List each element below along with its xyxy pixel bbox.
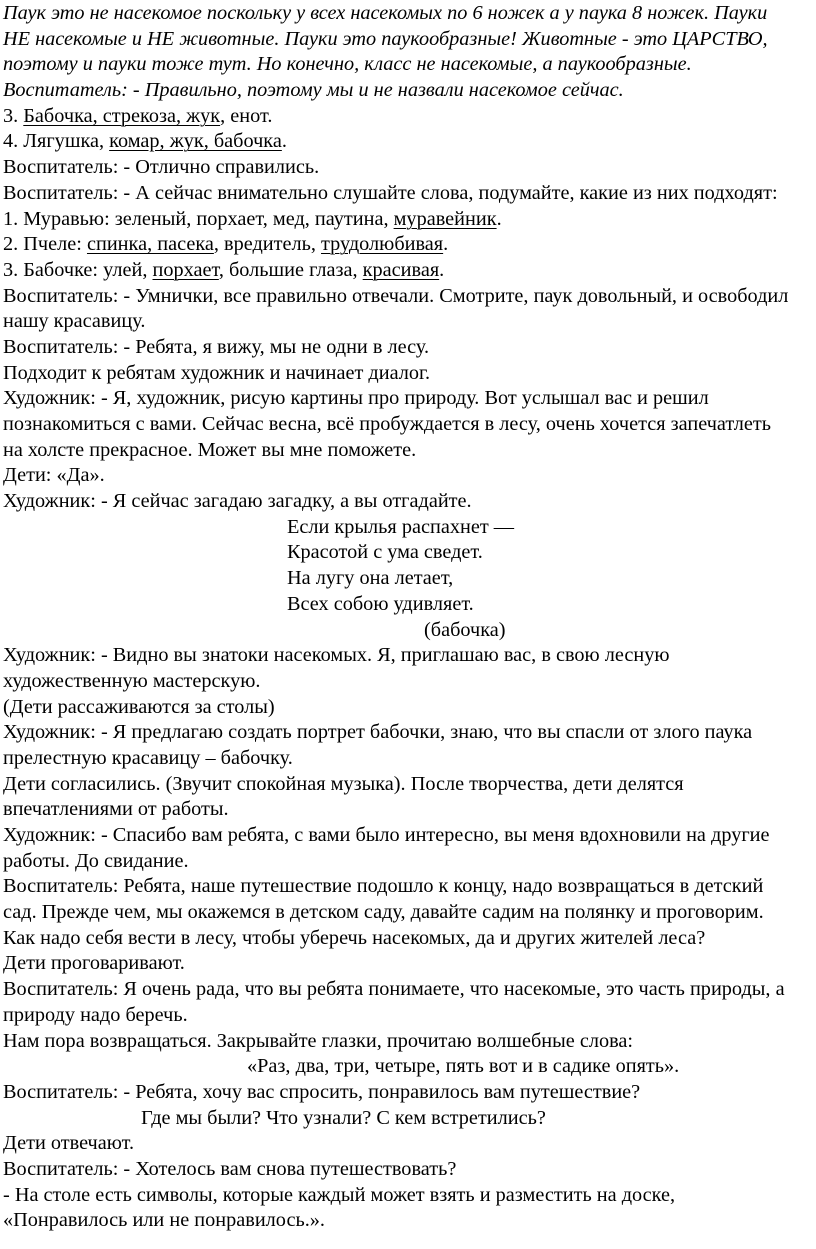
text-line: Художник: - Я, художник, рисую картины про природу. Вот услышал вас и решил	[3, 387, 709, 410]
underlined-answer: спинка, пасека	[86, 233, 214, 256]
poem-line: Если крылья распахнет —	[287, 515, 515, 538]
text-line: Художник: - Видно вы знатоки насекомых. Я, приглашаю вас, в свою лесную	[3, 644, 670, 667]
text-line: художественную мастерскую.	[3, 669, 261, 692]
text-line: Воспитатель: - Правильно, поэтому мы и не назвали насекомое сейчас.	[3, 79, 624, 102]
text-line: Воспитатель: - Ребята, хочу вас спросить, понравилось вам путешествие?	[3, 1080, 641, 1103]
list-item-3: 3. Бабочка, стрекоза, жук, енот.	[3, 104, 273, 127]
text-line: Воспитатель: - Ребята, я вижу, мы не одни в лесу.	[3, 335, 430, 358]
text-line: нашу красавицу.	[3, 310, 146, 333]
text-line: Паук это не насекомое поскольку у всех насекомых по 6 ножек а у паука 8 ножек. Пауки	[3, 2, 768, 24]
text-line: Воспитатель: - Умнички, все правильно отвечали. Смотрите, паук довольный, и освободил	[3, 284, 789, 307]
underlined-answer: муравейник	[393, 207, 497, 230]
text-line: познакомиться с вами. Сейчас весна, всё пробуждается в лесу, очень хочется запечатлеть	[3, 413, 771, 435]
text-line: Воспитатель: Ребята, наше путешествие подошло к концу, надо возвращаться в детский	[3, 875, 764, 898]
text-line: Воспитатель: - А сейчас внимательно слушайте слова, подумайте, какие из них подходят:	[3, 181, 778, 204]
questions-line: Где мы были? Что узнали? С кем встретились?	[141, 1106, 546, 1129]
dialogue-block-2	[3, 643, 815, 1054]
underlined-answer: красивая	[362, 258, 440, 281]
text-line: Дети проговаривают.	[3, 952, 185, 975]
text-line: поэтому и пауки тоже тут. Но конечно, класс не насекомые, а паукообразные.	[3, 53, 692, 76]
riddle-answer: (бабочка)	[424, 618, 506, 641]
text-line: Воспитатель: - Хотелось вам снова путешествовать?	[3, 1157, 457, 1180]
task-line-2: 2. Пчеле: спинка, пасека, вредитель, трудолюбивая.	[3, 233, 449, 256]
underlined-answer: порхает	[152, 258, 219, 281]
task-line-3: 3. Бабочке: улей, порхает, большие глаза, красивая.	[3, 258, 445, 281]
text-line: «Понравилось или не понравилось.».	[3, 1209, 325, 1232]
text-line: прелестную красавицу – бабочку.	[3, 746, 293, 769]
poem-line: Всех собою удивляет.	[287, 592, 474, 615]
underlined-answer: комар, жук, бабочка	[109, 130, 282, 153]
text-line: Как надо себя вести в лесу, чтобы уберечь насекомых, да и других жителей леса?	[3, 926, 706, 949]
text-line: Дети: «Да».	[3, 464, 105, 487]
text-line: - На столе есть символы, которые каждый может взять и разместить на доске,	[3, 1183, 676, 1206]
text-line: Дети согласились. (Звучит спокойная музыка). После творчества, дети делятся	[3, 772, 684, 795]
text-line: Дети отвечают.	[3, 1132, 135, 1155]
underlined-answer: Бабочка, стрекоза, жук	[23, 104, 221, 127]
text-line: Нам пора возвращаться. Закрывайте глазки, прочитаю волшебные слова:	[3, 1029, 634, 1052]
text-line: НЕ насекомые и НЕ животные. Пауки это паукообразные! Животные - это ЦАРСТВО,	[3, 27, 768, 50]
list-item-4: 4. Лягушка, комар, жук, бабочка.	[3, 130, 287, 153]
intro-paragraph	[3, 1, 815, 104]
text-line: сад. Прежде чем, мы окажемся в детском саду, давайте садим на полянку и проговорим.	[3, 901, 764, 924]
poem-line: На лугу она летает,	[287, 567, 454, 590]
underlined-answer: трудолюбивая	[321, 233, 444, 256]
text-line: Воспитатель: Я очень рада, что вы ребята понимаете, что насекомые, это часть природы, а	[3, 978, 785, 1001]
magic-words: «Раз, два, три, четыре, пять вот и в садике опять».	[247, 1055, 680, 1078]
text-line: работы. До свидание.	[3, 849, 189, 872]
text-line: Подходит к ребятам художник и начинает диалог.	[3, 361, 431, 384]
text-line: на холсте прекрасное. Может вы мне поможете.	[3, 438, 417, 461]
task-line-1: 1. Муравью: зеленый, порхает, мед, паутина, муравейник.	[3, 207, 502, 230]
text-line: Художник: - Спасибо вам ребята, с вами было интересно, вы меня вдохновили на другие	[3, 824, 770, 846]
text-line: Художник: - Я предлагаю создать портрет бабочки, знаю, что вы спасли от злого паука	[3, 721, 753, 744]
text-line: (Дети рассаживаются за столы)	[3, 695, 275, 718]
text-line: впечатлениями от работы.	[3, 798, 229, 821]
text-line: Воспитатель: - Отлично справились.	[3, 156, 320, 179]
dialogue-block-1	[3, 284, 815, 515]
dialogue-block-3	[3, 1131, 815, 1234]
riddle-poem	[3, 515, 815, 643]
text-line: природу надо беречь.	[3, 1003, 188, 1026]
text-line: Художник: - Я сейчас загадаю загадку, а вы отгадайте.	[3, 490, 472, 513]
document-page	[3, 1, 815, 1234]
poem-line: Красотой с ума сведет.	[287, 541, 483, 564]
